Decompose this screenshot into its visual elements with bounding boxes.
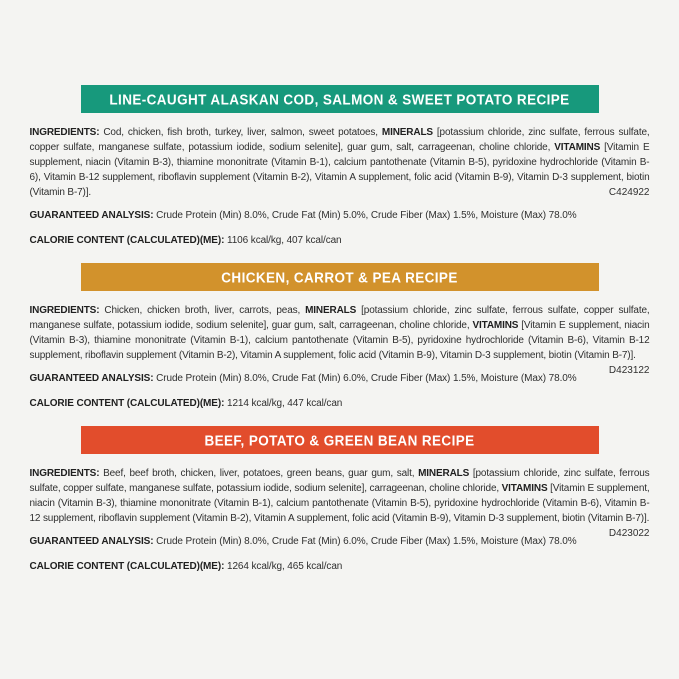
recipe-section-beef	[0, 426, 679, 574]
guaranteed-analysis-label: GUARANTEED ANALYSIS:	[29, 536, 154, 547]
minerals-label: MINERALS	[418, 468, 470, 479]
calorie-content-line	[30, 233, 650, 248]
calorie-content-label: CALORIE CONTENT (CALCULATED)(ME):	[29, 398, 225, 409]
ingredients-paragraph	[30, 125, 650, 200]
guaranteed-analysis-text: Crude Protein (Min) 8.0%, Crude Fat (Min) 6.0%, Crude Fiber (Max) 1.5%, Moisture (Max) 78.0%	[153, 536, 577, 547]
minerals-text: [potassium chloride, zinc sulfate, ferrous sulfate, copper sulfate, manganese sulfate, potassium iodide, sodium selenite], carrageenan, choline chloride,	[29, 468, 650, 494]
calorie-content-line	[30, 559, 650, 574]
recipe-section-chicken	[0, 263, 679, 411]
guaranteed-analysis-label: GUARANTEED ANALYSIS:	[29, 373, 154, 384]
vitamins-text: [Vitamin E supplement, niacin (Vitamin B-3), thiamine mononitrate (Vitamin B-1), calcium pantothenate (Vitamin B-5), pyridoxine hydrochloride (Vitamin B-6), Vitamin B-12 supplement, riboflavin supplement (Vitamin B-2), Vitamin A supplement, folic acid (Vitamin B-9), Vitamin D-3 supplement, biotin (Vitamin B-7)].	[29, 483, 650, 524]
recipe-banner	[81, 263, 599, 291]
minerals-label: MINERALS	[305, 305, 357, 316]
minerals-text: [potassium chloride, zinc sulfate, ferrous sulfate, copper sulfate, manganese sulfate, potassium iodide, sodium selenite], guar gum, salt, carrageenan, choline chloride,	[29, 305, 650, 331]
recipe-banner	[81, 426, 599, 454]
calorie-content-line	[30, 396, 650, 411]
calorie-content-label: CALORIE CONTENT (CALCULATED)(ME):	[29, 235, 225, 246]
recipe-banner	[81, 85, 599, 113]
ingredients-text: Beef, beef broth, chicken, liver, potatoes, green beans, guar gum, salt,	[99, 468, 419, 479]
guaranteed-analysis-text: Crude Protein (Min) 8.0%, Crude Fat (Min) 6.0%, Crude Fiber (Max) 1.5%, Moisture (Max) 78.0%	[153, 373, 577, 384]
vitamins-label: VITAMINS	[501, 483, 548, 494]
product-code: D423122	[608, 365, 650, 376]
recipe-title: CHICKEN, CARROT & PEA RECIPE	[221, 268, 458, 286]
guaranteed-analysis-line	[30, 371, 650, 386]
product-code: D423022	[608, 528, 650, 539]
vitamins-text: [Vitamin E supplement, niacin (Vitamin B-3), thiamine mononitrate (Vitamin B-1), calcium pantothenate (Vitamin B-5), pyridoxine hydrochloride (Vitamin B-6), Vitamin B-12 supplement, riboflavin supplement (Vitamin B-2), Vitamin A supplement, folic acid (Vitamin B-9), Vitamin D-3 supplement, biotin (Vitamin B-7)].	[29, 320, 650, 361]
guaranteed-analysis-line	[30, 534, 650, 549]
vitamins-text: [Vitamin E supplement, niacin (Vitamin B-3), thiamine mononitrate (Vitamin B-1), calcium pantothenate (Vitamin B-5), pyridoxine hydrochloride (Vitamin B-6), Vitamin B-12 supplement, riboflavin supplement (Vitamin B-2), Vitamin A supplement, folic acid (Vitamin B-9), Vitamin D-3 supplement, biotin (Vitamin B-7)].	[29, 142, 650, 198]
ingredients-paragraph	[29, 303, 650, 376]
calorie-content-text: 1106 kcal/kg, 407 kcal/can	[224, 235, 342, 246]
minerals-label: MINERALS	[381, 127, 433, 138]
ingredients-label: INGREDIENTS:	[29, 305, 100, 316]
guaranteed-analysis-line	[30, 208, 650, 223]
recipe-section-cod	[0, 85, 679, 248]
calorie-content-text: 1264 kcal/kg, 465 kcal/can	[224, 561, 343, 572]
calorie-content-text: 1214 kcal/kg, 447 kcal/can	[224, 398, 343, 409]
ingredients-text: Cod, chicken, fish broth, turkey, liver, salmon, sweet potatoes,	[99, 127, 382, 138]
calorie-content-label: CALORIE CONTENT (CALCULATED)(ME):	[29, 561, 225, 572]
product-code: C424922	[608, 187, 650, 198]
guaranteed-analysis-text: Crude Protein (Min) 8.0%, Crude Fat (Min) 5.0%, Crude Fiber (Max) 1.5%, Moisture (Max) 78.0%	[153, 210, 577, 221]
recipe-title: LINE-CAUGHT ALASKAN COD, SALMON & SWEET POTATO RECIPE	[109, 90, 570, 108]
ingredients-label: INGREDIENTS:	[29, 468, 100, 479]
ingredients-paragraph	[29, 466, 650, 539]
minerals-text: [potassium chloride, zinc sulfate, ferrous sulfate, copper sulfate, manganese sulfate, potassium iodide, sodium selenite], guar gum, salt, carrageenan, choline chloride,	[29, 127, 650, 153]
ingredients-label: INGREDIENTS:	[29, 127, 100, 138]
vitamins-label: VITAMINS	[554, 142, 601, 153]
vitamins-label: VITAMINS	[472, 320, 519, 331]
ingredients-text: Chicken, chicken broth, liver, carrots, peas,	[99, 305, 306, 316]
guaranteed-analysis-label: GUARANTEED ANALYSIS:	[29, 210, 154, 221]
recipe-title: BEEF, POTATO & GREEN BEAN RECIPE	[204, 431, 475, 449]
